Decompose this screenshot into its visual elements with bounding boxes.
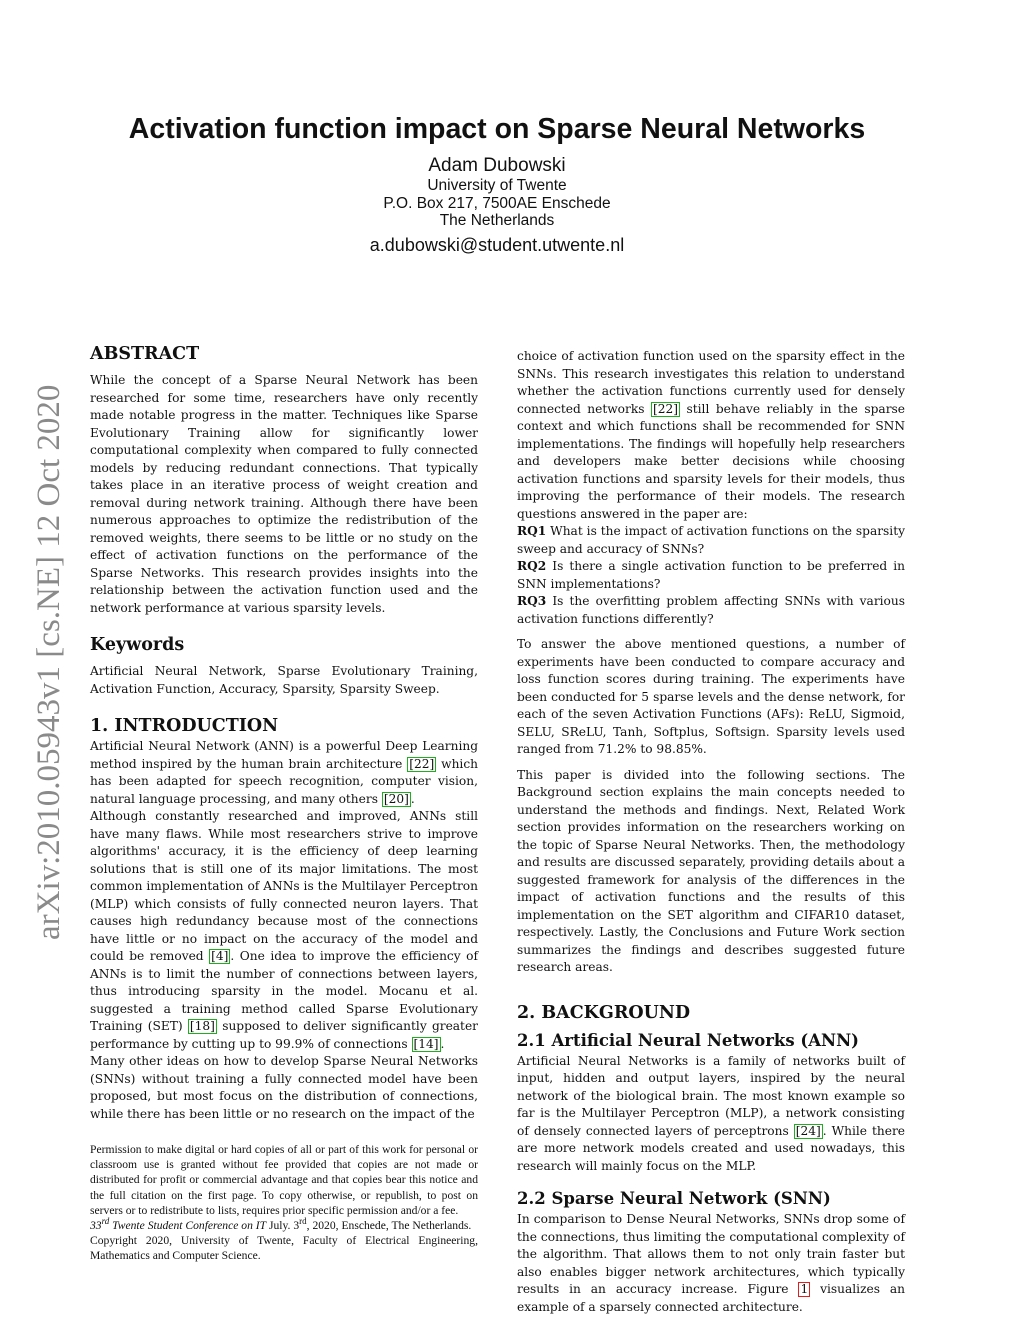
- keywords-heading: Keywords: [90, 635, 185, 655]
- citation-link[interactable]: [24]: [795, 1123, 821, 1138]
- citation-link[interactable]: [22]: [652, 401, 679, 416]
- abstract-heading: ABSTRACT: [90, 344, 200, 364]
- citation-link[interactable]: [4]: [211, 949, 229, 963]
- ann-subheading: 2.1 Artificial Neural Networks (ANN): [517, 1030, 859, 1050]
- copyright-footnote: [90, 1142, 478, 1264]
- figure-link[interactable]: 1: [800, 1282, 809, 1296]
- permission-notice: Permission to make digital or hard copies of all or part of this work for personal or classroom use is granted without fee provided that copies are not made or distributed for profit or commercial advantage and that copies bear this notice and the full citation on the first page. To copy otherwise, or republish, to post on servers or to redistribute to lists, requires prior specific permission and/or a fee.: [90, 1143, 478, 1217]
- intro-paragraph-5: To answer the above mentioned questions, a number of experiments have been conducted to compare accuracy and loss function scores during training. The experiments have been conducted for 5 sparse levels and the dense network, for each of the seven Activation Functions (AFs): ReLU, Sigmoid, SELU, SReLU, Tanh, Softplus, Softsign. Sparsity levels used ranged from 71.2% to 98.85%.: [517, 637, 905, 756]
- author-name: Adam Dubowski: [428, 155, 566, 176]
- research-question: RQ1 What is the impact of activation functions on the sparsity sweep and accuracy of SNNs?: [517, 524, 905, 556]
- abstract-text: While the concept of a Sparse Neural Network has been researched for some time, researchers have only recently made notable progress in the matter. Techniques like Sparse Evolutionary Training allow for significantly lower computational complexity when compared to fully connected models by reducing redundant connections. That typically takes place in an iterative process of weight creation and removal during network training. Although there have been numerous approaches to optimize the redistribution of the removed weights, there seems to be little or no study on the effect of activation functions on the performance of the Sparse Networks. This research provides insights into the relationship between the activation function used and the network performance at various sparsity levels.: [90, 373, 478, 615]
- research-question: RQ3 Is the overfitting problem affecting SNNs with various activation functions differently?: [517, 594, 905, 626]
- introduction-heading: 1. INTRODUCTION: [90, 716, 279, 736]
- snn-paragraph: In comparison to Dense Neural Networks, SNNs drop some of the connections, thus limiting the computational complexity of the algorithm. That allows them to not only train faster but also enables bigger network architectures, which typically results in an accuracy increase. Figure 1 visualizes an example of a sparsely connected architecture.: [517, 1212, 906, 1314]
- citation-link[interactable]: [18]: [189, 1019, 215, 1033]
- background-heading: 2. BACKGROUND: [517, 1002, 691, 1023]
- intro-paragraph-6: This paper is divided into the following sections. The Background section explains the main concepts needed to understand the methods and findings. Next, Related Work section provides information on the researchers working on the topic of Sparse Neural Networks. Then, the methodology and results are discussed separately, providing details about a suggested framework for analysis of the differences in the impact of activation functions and the results of this implementation on the SET algorithm and CIFAR10 dataset, respectively. Lastly, the Conclusions and Future Work section summarizes the findings and describes suggested future research areas.: [517, 767, 905, 974]
- copyright-line: Copyright 2020, University of Twente, Faculty of Electrical Engineering, Mathematics and Computer Science.: [90, 1234, 478, 1263]
- intro-paragraph-2: Although constantly researched and improved, ANNs still have many flaws. While most researchers strive to improve algorithms' accuracy, it is the efficiency of deep learning solutions that is still one of its major limitations. The most common implementation of ANNs is the Multilayer Perceptron (MLP) which consists of fully connected neuron layers. That causes high redundancy because most of the connections have little or no impact on the accuracy of the model and could be removed [4] . One idea to improve the efficiency of ANNs is to limit the number of connections between layers, thus introducing sparsity in the model. Mocanu et al. suggested a training method called Sparse Evolutionary Training (SET) [18] supposed to deliver significantly greater performance by cutting up to 99.9% of connections [14] .: [90, 809, 478, 1051]
- left-column: [90, 342, 478, 1123]
- ann-paragraph: Artificial Neural Networks is a family of networks built of input, hidden and output layers, inspired by the neural network of the biological brain. The most known example so far is the Multilayer Perceptron (MLP), a network consisting of densely connected layers of perceptrons [24] . While there are more network models created and used nowadays, this research will mainly focus on the MLP.: [517, 1053, 905, 1173]
- arxiv-identifier: arXiv:2010.05943v1 [cs.NE] 12 Oct 2020: [31, 384, 67, 940]
- right-column: [517, 348, 905, 1316]
- affiliation-line: University of Twente: [427, 177, 567, 194]
- conference-line: 33rd Twente Student Conference on IT July. 3rd, 2020, Enschede, The Netherlands.: [90, 1216, 472, 1233]
- research-question: RQ2 Is there a single activation function to be preferred in SNN implementations?: [517, 559, 905, 591]
- snn-subheading: 2.2 Sparse Neural Network (SNN): [517, 1189, 831, 1208]
- affiliation-line: The Netherlands: [439, 212, 555, 229]
- author-block: [200, 155, 794, 256]
- citation-link[interactable]: [20]: [383, 791, 409, 806]
- intro-paragraph-4: choice of activation function used on the sparsity effect in the SNNs. This research investigates this relation to understand whether the activation functions currently used for densely connected networks [22] still behave reliably in the sparse context and which functions shall be recommended for SNN implementations. The findings will hopefully help researchers and developers make better decisions while choosing activation functions and sparsity levels for their models, thus improving the performance of their models. The research questions answered in the paper are:: [517, 349, 905, 521]
- paper-title: Activation function impact on Sparse Neural Networks: [128, 113, 866, 145]
- intro-paragraph-3: Many other ideas on how to develop Sparse Neural Networks (SNNs) without training a fully connected model have been proposed, but most focus on the distribution of connections, while there has been little or no research on the impact of the: [90, 1054, 478, 1121]
- intro-paragraph-1: Artificial Neural Network (ANN) is a powerful Deep Learning method inspired by the human brain architecture [22] which has been adapted for speech recognition, computer vision, natural language processing, and many others [20] .: [90, 739, 478, 806]
- affiliation-line: P.O. Box 217, 7500AE Enschede: [383, 194, 611, 212]
- citation-link[interactable]: [14]: [413, 1036, 439, 1051]
- author-email: a.dubowski@student.utwente.nl: [369, 234, 625, 255]
- keywords-text: Artificial Neural Network, Sparse Evolutionary Training, Activation Function, Accuracy, Sparsity, Sparsity Sweep.: [90, 664, 478, 696]
- citation-link[interactable]: [22]: [409, 756, 435, 771]
